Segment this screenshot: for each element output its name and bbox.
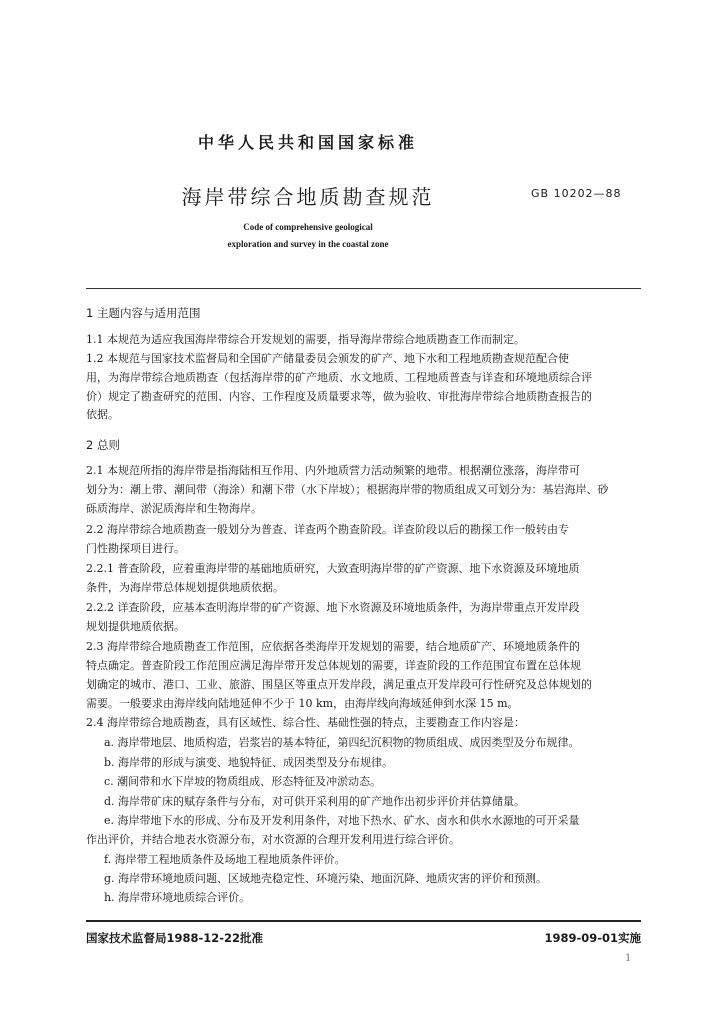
implementation-date: 1989-09-01实施 (544, 931, 641, 945)
approval-note: 国家技术监督局1988-12-22批准 (86, 931, 264, 945)
list-item: c. 潮间带和水下岸坡的物质组成、形态特征及冲淤动态。 (104, 775, 382, 788)
list-item: d. 海岸带矿床的赋存条件与分布，对可供开采利用的矿产地作出初步评价并估算储量。 (104, 795, 526, 808)
section-1-line: 依据。 (86, 408, 119, 421)
page-number: 1 (625, 953, 632, 964)
list-item: f. 海岸带工程地质条件及场地工程地质条件评价。 (104, 853, 346, 866)
section-2-line: 2.2 海岸带综合地质勘查一般划分为普查、详查两个勘查阶段。详查阶段以后的勘探工作一般转由专 (86, 523, 569, 536)
section-2-line: 2.3 海岸带综合地质勘查工作范围，应依据各类海岸开发规划的需要，结合地质矿产、环境地质条件的 (86, 640, 580, 653)
section-2-line: 2.2.2 详查阶段，应基本查明海岸带的矿产资源、地下水资源及环境地质条件，为海岸带重点开发岸段 (86, 601, 580, 614)
section-1-line: 用，为海岸带综合地质勘查（包括海岸带的矿产地质、水文地质、工程地质普查与详查和环境地质综合评 (86, 371, 592, 384)
section-2-line: 特点确定。普查阶段工作范围应满足海岸带开发总体规划的需要，详查阶段的工作范围宜布置在总体规 (86, 659, 581, 672)
section-2-line: 条件，为海岸带总体规划提供地质依据。 (86, 581, 284, 594)
list-item: a. 海岸带地层、地质构造，岩浆岩的基本特征，第四纪沉积物的物质组成、成因类型及分布规律。 (104, 736, 580, 749)
section-2-line: 2.1 本规范所指的海岸带是指海陆相互作用、内外地质营力活动频繁的地带。根据潮位涨落，海岸带可 (86, 464, 580, 477)
section-2-heading: 2 总则 (86, 438, 120, 452)
top-divider (86, 288, 641, 289)
document-title: 海岸带综合地质勘查规范 (181, 185, 435, 209)
english-title-line-2: exploration and survey in the coastal zone (227, 239, 389, 249)
list-item: h. 海岸带环境地质综合评价。 (104, 891, 251, 904)
section-2-line: 规划提供地质依据。 (86, 620, 185, 633)
section-1-line: 1.2 本规范与国家技术监督局和全国矿产储量委员会颁发的矿产、地下水和工程地质勘查规范配合使 (86, 352, 569, 365)
list-item: b. 海岸带的形成与演变、地貌特征、成因类型及分布规律。 (104, 756, 394, 769)
standard-number: GB 10202—88 (531, 187, 622, 200)
section-1-heading: 1 主题内容与适用范围 (86, 306, 201, 320)
section-1-line: 价）规定了勘查研究的范围、内容、工作程度及质量要求等，做为验收、审批海岸带综合地质勘查报告的 (86, 390, 592, 403)
section-2-line: 2.4 海岸带综合地质勘查，具有区域性、综合性、基础性强的特点，主要勘查工作内容是： (86, 716, 525, 729)
section-2-line: 砾质海岸、淤泥质海岸和生物海岸。 (86, 502, 262, 515)
list-item: e. 海岸带地下水的形成、分布及开发利用条件，对地下热水、矿水、卤水和供水水源地的可开采量 (104, 814, 580, 827)
section-1-line: 1.1 本规范为适应我国海岸带综合开发规划的需要，指导海岸带综合地质勘查工作而制定。 (86, 333, 525, 346)
national-standard-label: 中华人民共和国国家标准 (197, 133, 418, 152)
section-2-line: 2.2.1 普查阶段，应着重海岸带的基础地质研究，大致查明海岸带的矿产资源、地下水资源及环境地质 (86, 562, 580, 575)
list-item: g. 海岸带环境地质问题、区域地壳稳定性、环境污染、地面沉降、地质灾害的评价和预测。 (104, 872, 548, 885)
section-2-line: 门性勘探项目进行。 (86, 542, 185, 555)
section-2-line: 需要。一般要求由海岸线向陆地延伸不少于 10 km，由海岸线向海域延伸到水深 15 m。 (86, 697, 519, 710)
list-item: 作出评价，并结合地表水资源分布，对水资源的合理开发利用进行综合评价。 (86, 833, 460, 846)
section-2-line: 划分为：潮上带、潮间带（海涂）和潮下带（水下岸坡）；根据海岸带的物质组成又可划分为：基岩海岸、砂 (86, 483, 609, 496)
section-2-line: 划确定的城市、港口、工业、旅游、围垦区等重点开发岸段，满足重点开发岸段可行性研究及总体规划的 (86, 678, 592, 691)
bottom-divider (86, 920, 641, 922)
english-title-line-1: Code of comprehensive geological (243, 222, 373, 232)
